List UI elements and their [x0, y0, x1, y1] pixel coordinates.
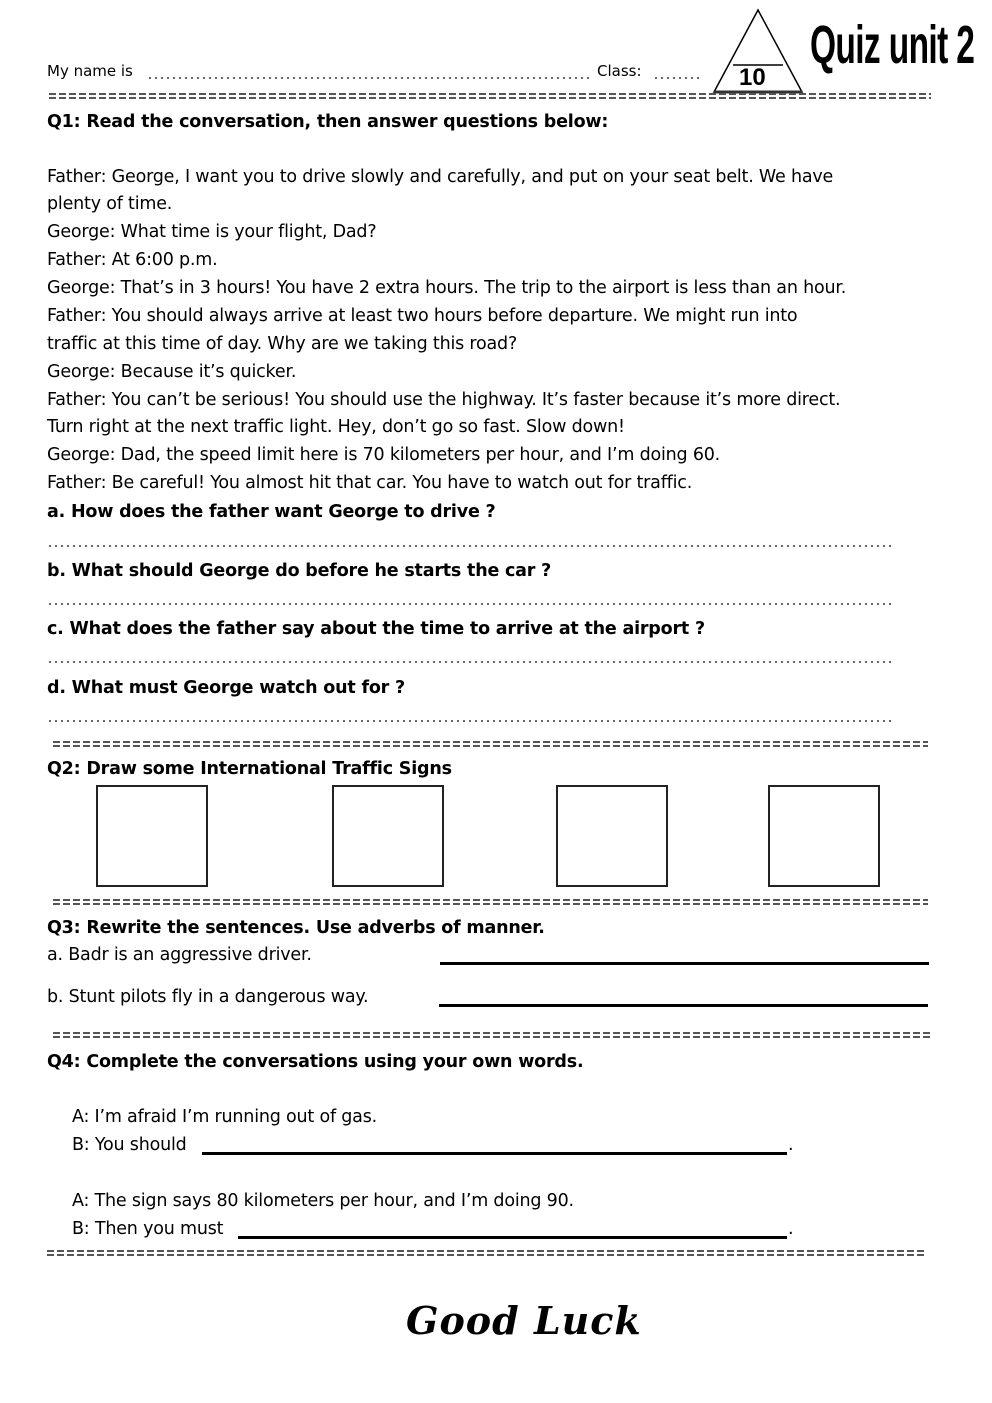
class-label: Class: [597, 62, 642, 80]
sign-drawing-box-2[interactable] [332, 785, 444, 887]
divider [53, 741, 928, 747]
class-input-dots[interactable] [653, 77, 701, 79]
dialogue-line: plenty of time. [47, 194, 173, 214]
conversation-1-b: B: You should [72, 1135, 187, 1155]
dialogue-line: Father: Be careful! You almost hit that car. You have to watch out for traffic. [47, 473, 693, 493]
divider [53, 1032, 930, 1038]
conversation-2-period: . [788, 1219, 794, 1239]
q3-item-a: a. Badr is an aggressive driver. [47, 945, 312, 965]
dialogue-line: George: Dad, the speed limit here is 70 kilometers per hour, and I’m doing 60. [47, 445, 721, 465]
good-luck-closing: Good Luck [406, 1298, 642, 1343]
dialogue-line: Father: You should always arrive at least two hours before departure. We might run into [47, 306, 798, 326]
conversation-1-answer-line[interactable] [202, 1152, 787, 1155]
name-input-dots[interactable] [147, 77, 593, 79]
conversation-1-a: A: I’m afraid I’m running out of gas. [72, 1107, 377, 1127]
question-c: c. What does the father say about the time to arrive at the airport ? [47, 619, 705, 639]
q3-heading: Q3: Rewrite the sentences. Use adverbs of manner. [47, 918, 545, 938]
q3-answer-a-line[interactable] [440, 962, 929, 965]
question-a: a. How does the father want George to drive ? [47, 502, 496, 522]
q4-heading: Q4: Complete the conversations using your own words. [47, 1052, 584, 1072]
dialogue-line: traffic at this time of day. Why are we taking this road? [47, 334, 518, 354]
sign-drawing-box-1[interactable] [96, 785, 208, 887]
conversation-2-b: B: Then you must [72, 1219, 224, 1239]
q3-answer-b-line[interactable] [439, 1004, 928, 1007]
dialogue-line: Father: George, I want you to drive slowly and carefully, and put on your seat belt. We have [47, 167, 834, 187]
score-max: 10 [739, 64, 766, 91]
dialogue-line: George: Because it’s quicker. [47, 362, 297, 382]
divider [49, 93, 931, 99]
question-d: d. What must George watch out for ? [47, 678, 405, 698]
dialogue-line: George: That’s in 3 hours! You have 2 extra hours. The trip to the airport is less than an hour. [47, 278, 847, 298]
page-title: Quiz unit 2 [810, 15, 975, 75]
conversation-2-answer-line[interactable] [238, 1236, 787, 1239]
conversation-1-period: . [788, 1135, 794, 1155]
divider [47, 1250, 924, 1256]
q3-item-b: b. Stunt pilots fly in a dangerous way. [47, 987, 369, 1007]
answer-a-dots[interactable] [47, 545, 893, 547]
conversation-2-a: A: The sign says 80 kilometers per hour, and I’m doing 90. [72, 1191, 574, 1211]
sign-drawing-box-4[interactable] [768, 785, 880, 887]
answer-d-dots[interactable] [47, 720, 893, 722]
dialogue-line: Father: You can’t be serious! You should use the highway. It’s faster because it’s more direct. [47, 390, 841, 410]
question-b: b. What should George do before he starts the car ? [47, 561, 552, 581]
q1-heading: Q1: Read the conversation, then answer questions below: [47, 112, 609, 132]
answer-b-dots[interactable] [47, 603, 893, 605]
answer-c-dots[interactable] [47, 661, 893, 663]
dialogue-line: Turn right at the next traffic light. Hey, don’t go so fast. Slow down! [47, 417, 625, 437]
q2-heading: Q2: Draw some International Traffic Signs [47, 759, 452, 779]
sign-drawing-box-3[interactable] [556, 785, 668, 887]
divider [53, 899, 928, 905]
dialogue-line: Father: At 6:00 p.m. [47, 250, 218, 270]
dialogue-line: George: What time is your flight, Dad? [47, 222, 377, 242]
name-label: My name is [47, 62, 133, 80]
